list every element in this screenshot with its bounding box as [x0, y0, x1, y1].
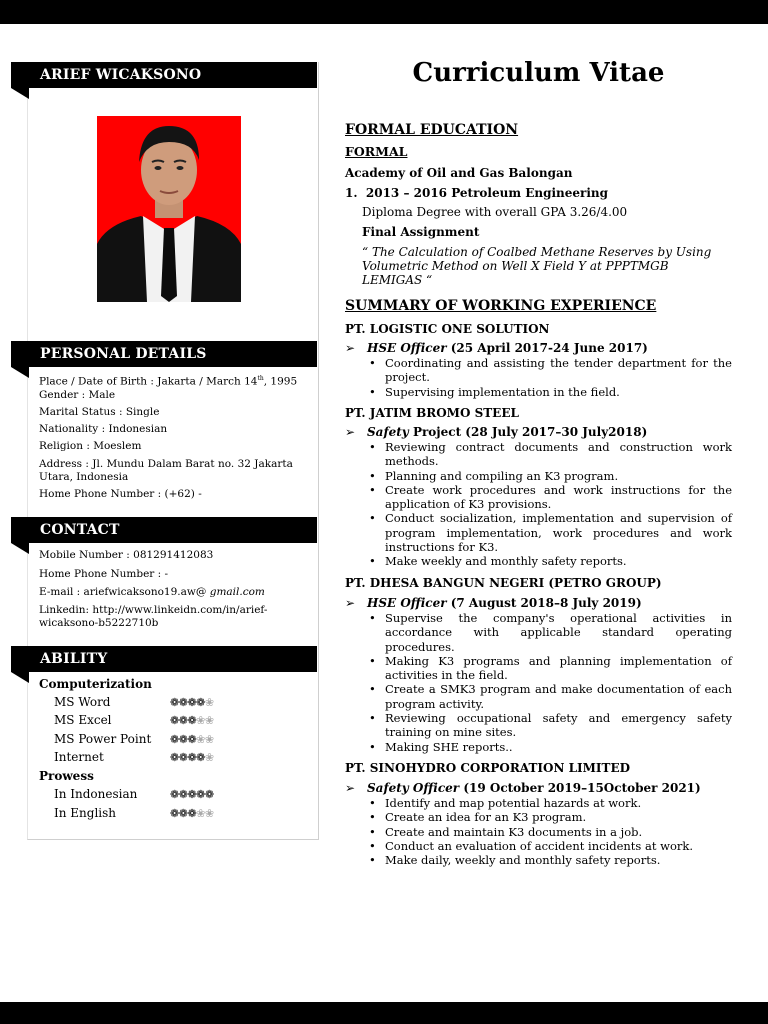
- gender-info: Gender : Male: [39, 389, 116, 401]
- list-item: • Conduct socialization, implementation and supervision of program implementation, work procedures and work instructions for K3.: [366, 511, 732, 554]
- formal-subheading: FORMAL: [345, 144, 408, 159]
- list-item: • Reviewing contract documents and construction work methods.: [366, 440, 732, 469]
- top-bar: [0, 0, 768, 24]
- duty-list: [366, 440, 732, 569]
- home-phone-info: Home Phone Number : (+62) -: [39, 488, 202, 500]
- address-info: Address : Jl. Mundu Dalam Barat no. 32 Jakarta Utara, Indonesia: [39, 458, 293, 483]
- mobile-number: Mobile Number : 081291412083: [39, 549, 214, 561]
- skill-rating: [170, 733, 214, 746]
- rating-empty-icon: ❀: [196, 714, 205, 727]
- rating-filled-icon: ❁: [187, 788, 197, 801]
- rating-filled-icon: ❁: [187, 714, 197, 727]
- ability-header: ABILITY: [11, 646, 317, 672]
- rating-filled-icon: ❁: [187, 696, 197, 709]
- linkedin[interactable]: Linkedin: http://www.linkeidn.com/in/arief-wicaksono-b5222710b: [39, 604, 268, 629]
- list-item: • Make daily, weekly and monthly safety reports.: [366, 853, 732, 867]
- rating-filled-icon: ❁: [170, 696, 179, 709]
- duty-list: [366, 796, 732, 867]
- list-item: • Supervise the company's operational activities in accordance with applicable standard operating procedures.: [366, 611, 732, 654]
- rating-filled-icon: ❁: [178, 714, 188, 727]
- name-header: ARIEF WICAKSONO: [11, 62, 317, 88]
- personal-details-header: PERSONAL DETAILS: [11, 341, 317, 367]
- rating-empty-icon: ❀: [204, 696, 214, 709]
- rating-empty-icon: ❀: [204, 807, 214, 820]
- header-fold: [11, 88, 29, 99]
- company-name: PT. LOGISTIC ONE SOLUTION: [345, 322, 550, 336]
- list-item: • Conduct an evaluation of accident incidents at work.: [366, 839, 732, 853]
- job-role: ➢ HSE Officer (7 August 2018–8 July 2019): [345, 596, 642, 610]
- arrow-icon: ➢: [345, 781, 356, 795]
- header-fold: [11, 672, 29, 683]
- header-fold: [11, 543, 29, 554]
- rating-empty-icon: ❀: [196, 733, 205, 746]
- list-item: • Create work procedures and work instructions for the application of K3 provisions.: [366, 483, 732, 512]
- marital-info: Marital Status : Single: [39, 406, 160, 418]
- education-heading: FORMAL EDUCATION: [345, 122, 519, 138]
- experience-heading: SUMMARY OF WORKING EXPERIENCE: [345, 298, 657, 314]
- rating-filled-icon: ❁: [204, 788, 214, 801]
- birth-info: Place / Date of Birth : Jakarta / March 14th, 1995: [39, 375, 298, 388]
- job-role: ➢ HSE Officer (25 April 2017-24 June 2017): [345, 341, 648, 355]
- contact-home-phone: Home Phone Number : -: [39, 568, 169, 580]
- skill-rating: [170, 696, 214, 709]
- company-name: PT. DHESA BANGUN NEGERI (PETRO GROUP): [345, 576, 662, 590]
- language-label: In English: [54, 806, 117, 820]
- rating-filled-icon: ❁: [196, 788, 205, 801]
- nationality-info: Nationality : Indonesian: [39, 423, 168, 435]
- list-item: • Planning and compiling an K3 program.: [366, 469, 732, 483]
- rating-filled-icon: ❁: [170, 788, 179, 801]
- prowess-heading: Prowess: [39, 769, 94, 783]
- rating-filled-icon: ❁: [187, 807, 197, 820]
- arrow-icon: ➢: [345, 341, 356, 355]
- skill-label: MS Word: [54, 695, 111, 709]
- list-item: • Reviewing occupational safety and emergency safety training on mine sites.: [366, 711, 732, 740]
- final-assignment-text: “ The Calculation of Coalbed Methane Reserves by Using Volumetric Method on Well X Field Y at PPPTMGB LEMIGAS “: [362, 245, 712, 287]
- skill-label: MS Excel: [54, 713, 112, 727]
- rating-filled-icon: ❁: [178, 696, 188, 709]
- rating-empty-icon: ❀: [204, 714, 214, 727]
- rating-filled-icon: ❁: [187, 733, 197, 746]
- rating-empty-icon: ❀: [204, 751, 214, 764]
- list-item: • Create a SMK3 program and make documentation of each program activity.: [366, 682, 732, 711]
- rating-filled-icon: ❁: [178, 807, 188, 820]
- language-rating: [170, 788, 214, 801]
- rating-filled-icon: ❁: [196, 751, 205, 764]
- final-assignment-label: Final Assignment: [362, 225, 480, 239]
- rating-filled-icon: ❁: [170, 733, 179, 746]
- rating-filled-icon: ❁: [170, 751, 179, 764]
- religion-info: Religion : Moeslem: [39, 440, 142, 452]
- list-item: • Create and maintain K3 documents in a job.: [366, 825, 732, 839]
- list-item: • Make weekly and monthly safety reports.: [366, 554, 732, 568]
- job-role: ➢ Safety Project (28 July 2017–30 July2018): [345, 425, 648, 439]
- list-item: • Making SHE reports..: [366, 740, 732, 754]
- program-line: 1. 2013 – 2016 Petroleum Engineering: [345, 186, 609, 200]
- skill-rating: [170, 751, 214, 764]
- language-label: In Indonesian: [54, 787, 138, 801]
- rating-filled-icon: ❁: [178, 788, 188, 801]
- rating-empty-icon: ❀: [196, 807, 205, 820]
- rating-filled-icon: ❁: [178, 733, 188, 746]
- duty-list: [366, 356, 732, 399]
- skill-rating: [170, 714, 214, 727]
- bottom-bar: [0, 1002, 768, 1024]
- skill-label: MS Power Point: [54, 732, 152, 746]
- company-name: PT. JATIM BROMO STEEL: [345, 406, 519, 420]
- header-fold: [11, 367, 29, 378]
- language-rating: [170, 807, 214, 820]
- contact-header: CONTACT: [11, 517, 317, 543]
- list-item: • Create an idea for an K3 program.: [366, 810, 732, 824]
- rating-filled-icon: ❁: [187, 751, 197, 764]
- computerization-heading: Computerization: [39, 677, 152, 691]
- list-item: • Making K3 programs and planning implementation of activities in the field.: [366, 654, 732, 683]
- page-title: Curriculum Vitae: [412, 58, 665, 88]
- school-name: Academy of Oil and Gas Balongan: [345, 166, 573, 180]
- rating-filled-icon: ❁: [178, 751, 188, 764]
- company-name: PT. SINOHYDRO CORPORATION LIMITED: [345, 761, 631, 775]
- profile-photo: [97, 116, 241, 302]
- email[interactable]: E-mail : ariefwicaksono19.aw@ gmail.com: [39, 586, 265, 598]
- list-item: • Coordinating and assisting the tender department for the project.: [366, 356, 732, 385]
- rating-filled-icon: ❁: [196, 696, 205, 709]
- arrow-icon: ➢: [345, 425, 356, 439]
- rating-empty-icon: ❀: [204, 733, 214, 746]
- list-item: • Identify and map potential hazards at work.: [366, 796, 732, 810]
- rating-filled-icon: ❁: [170, 807, 179, 820]
- arrow-icon: ➢: [345, 596, 356, 610]
- duty-list: [366, 611, 732, 754]
- skill-label: Internet: [54, 750, 104, 764]
- list-item: • Supervising implementation in the field.: [366, 385, 732, 399]
- rating-filled-icon: ❁: [170, 714, 179, 727]
- job-role: ➢ Safety Officer (19 October 2019–15October 2021): [345, 781, 701, 795]
- degree-line: Diploma Degree with overall GPA 3.26/4.00: [362, 205, 628, 219]
